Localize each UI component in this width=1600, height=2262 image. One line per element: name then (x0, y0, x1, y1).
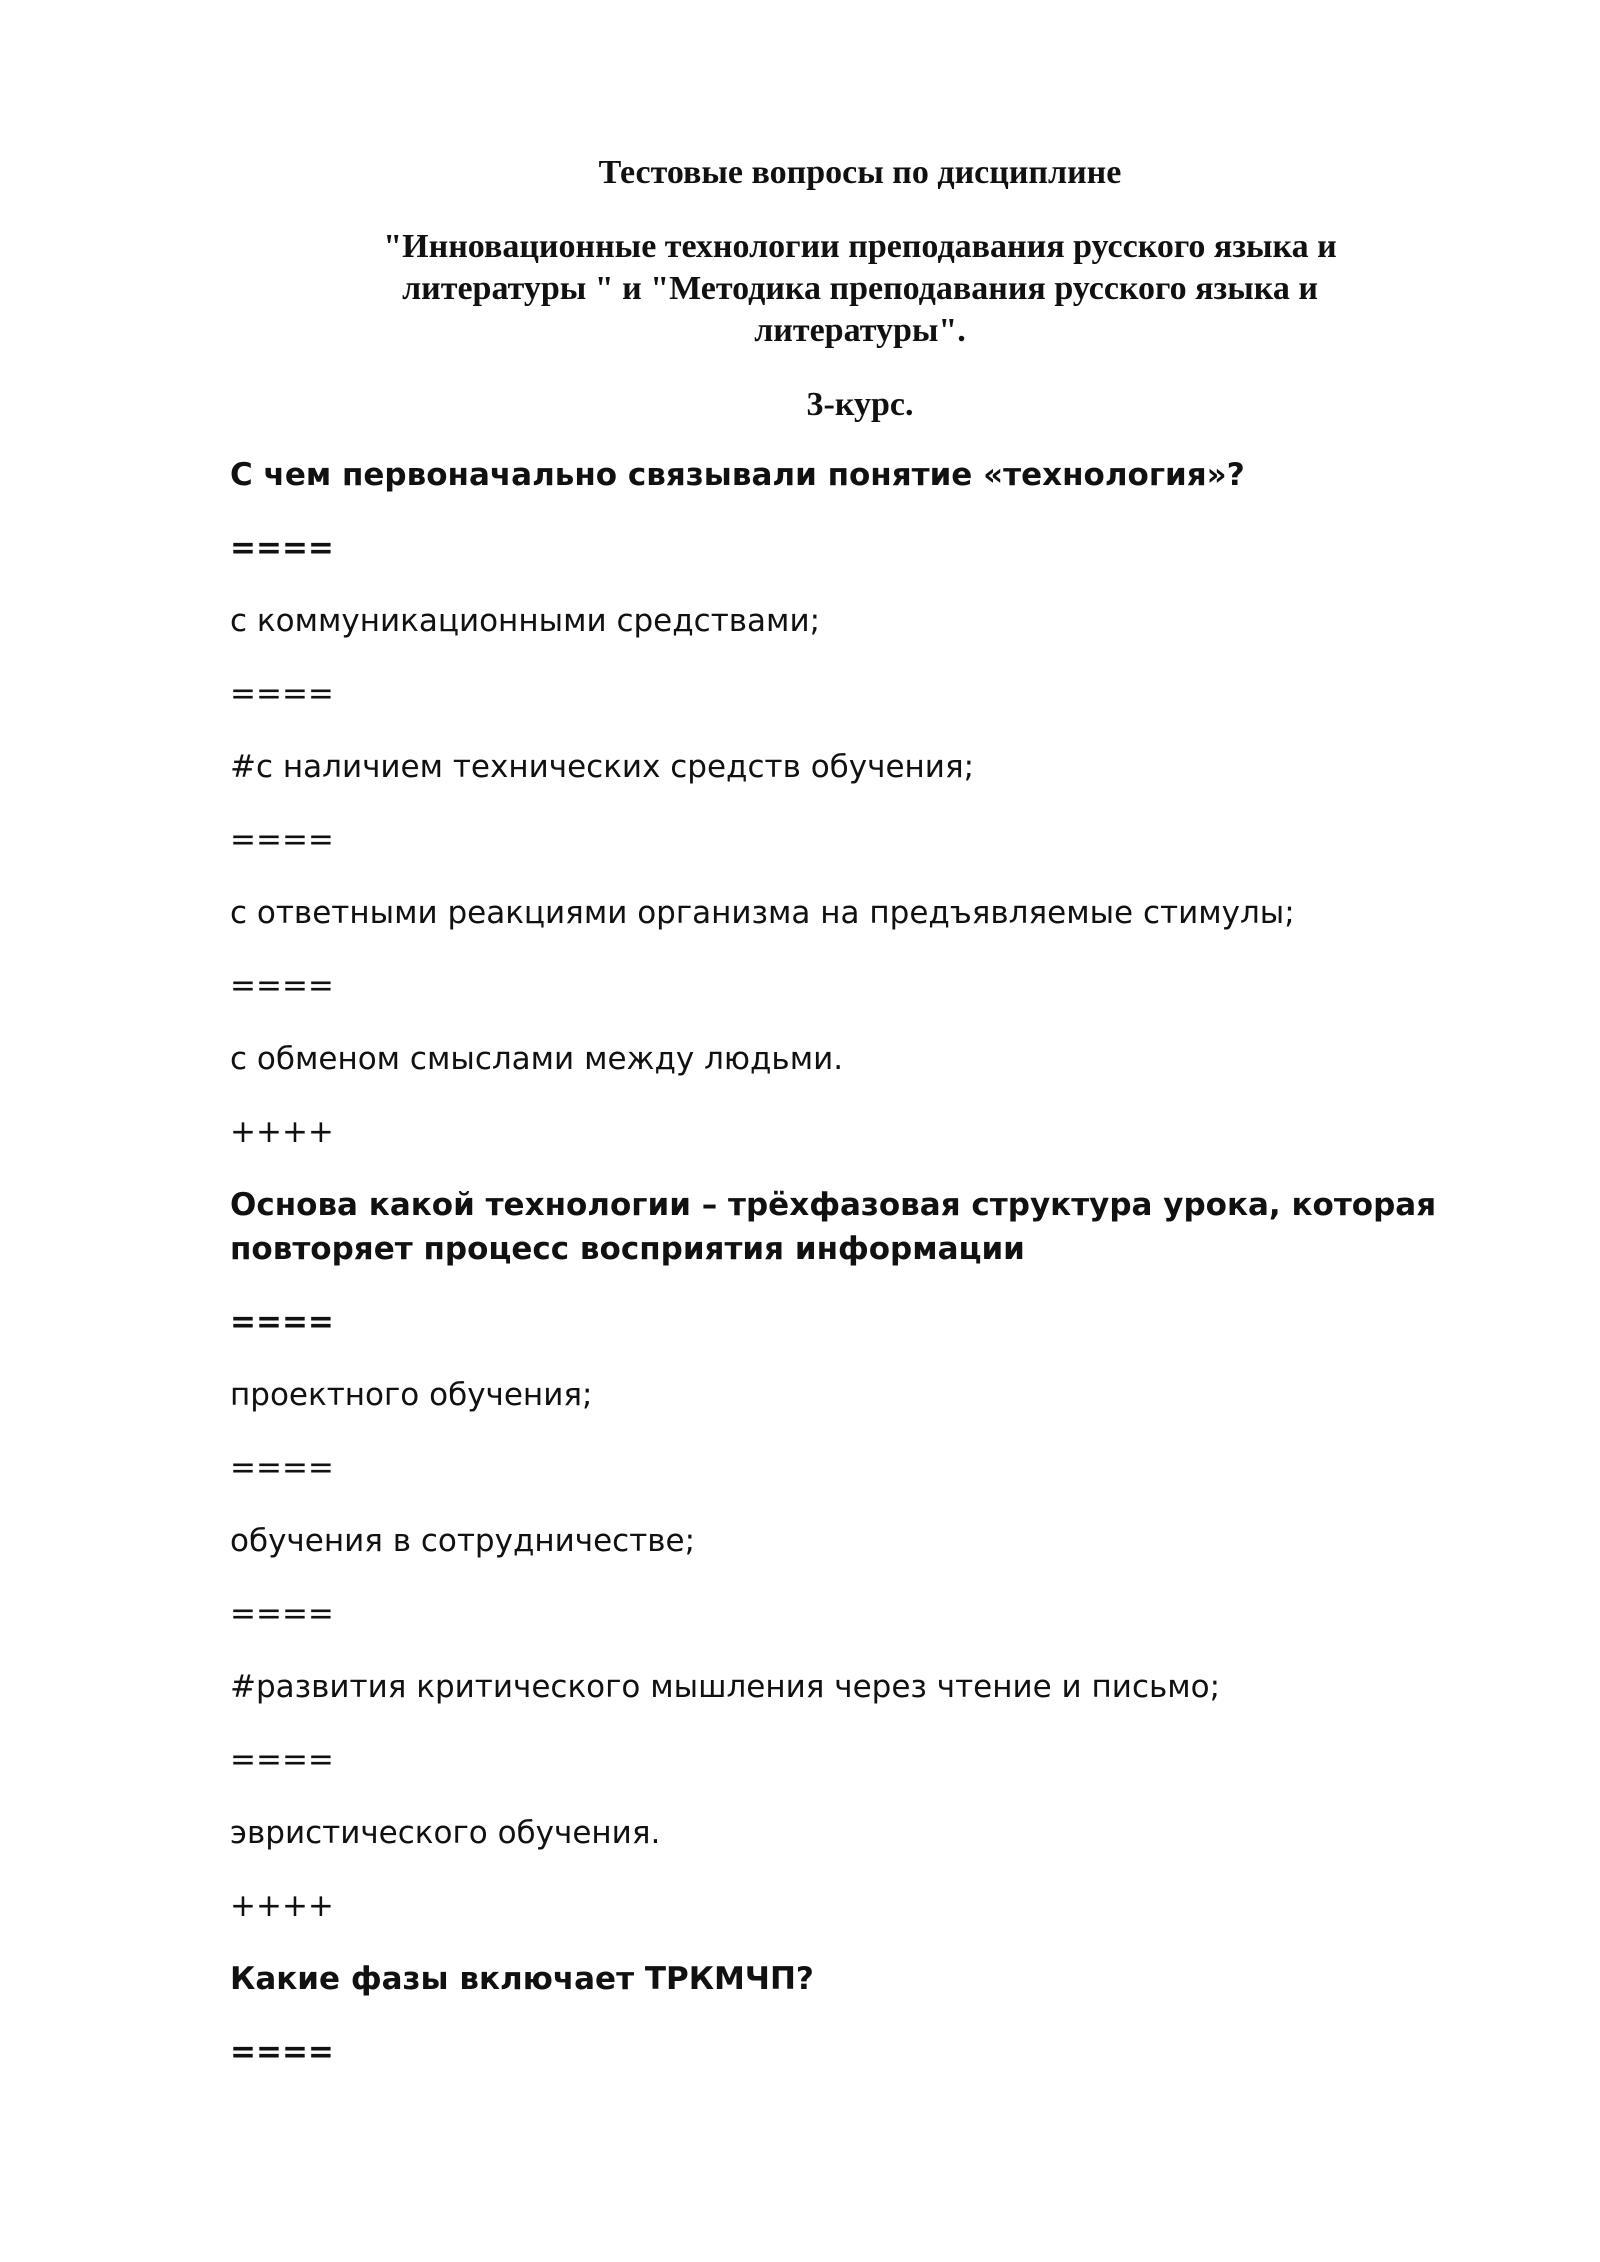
question-2-text-line-1: Основа какой технологии – трёхфазовая структура урока, которая (230, 1187, 1437, 1223)
question-1-end-marker: ++++ (230, 1114, 334, 1150)
question-1-separator: ==== (230, 530, 334, 566)
question-1-separator: ==== (230, 676, 334, 712)
question-3-separator: ==== (230, 2034, 334, 2070)
question-1-separator: ==== (230, 968, 334, 1004)
document-title: Тестовые вопросы по дисциплине (598, 154, 1122, 191)
question-3-text: Какие фазы включает ТРКМЧП? (230, 1961, 814, 1997)
question-2-text-line-2: повторяет процесс восприятия информации (230, 1231, 1025, 1267)
question-1-option-3: с ответными реакциями организма на предъявляемые стимулы; (230, 895, 1295, 931)
question-2-separator: ==== (230, 1304, 334, 1340)
question-2-separator: ==== (230, 1742, 334, 1778)
question-1-option-2-correct: #с наличием технических средств обучения; (230, 749, 975, 785)
question-2-separator: ==== (230, 1450, 334, 1486)
discipline-title-line-1: "Инновационные технологии преподавания русского языка и (383, 228, 1337, 265)
question-2-option-2: обучения в сотрудничестве; (230, 1523, 696, 1559)
discipline-title-line-3: литературы". (754, 312, 966, 349)
question-1-option-4: с обменом смыслами между людьми. (230, 1041, 844, 1077)
question-2-end-marker: ++++ (230, 1888, 334, 1924)
course-label: 3-курс. (806, 386, 914, 423)
question-1-separator: ==== (230, 822, 334, 858)
question-2-option-3-correct: #развития критического мышления через чтение и письмо; (230, 1669, 1221, 1705)
question-1-text: С чем первоначально связывали понятие «технология»? (230, 457, 1245, 493)
question-2-option-4: эвристического обучения. (230, 1815, 661, 1851)
discipline-title-line-2: литературы " и "Методика преподавания русского языка и (402, 270, 1318, 307)
question-2-option-1: проектного обучения; (230, 1377, 593, 1413)
question-1-option-1: с коммуникационными средствами; (230, 603, 821, 639)
question-2-separator: ==== (230, 1596, 334, 1632)
